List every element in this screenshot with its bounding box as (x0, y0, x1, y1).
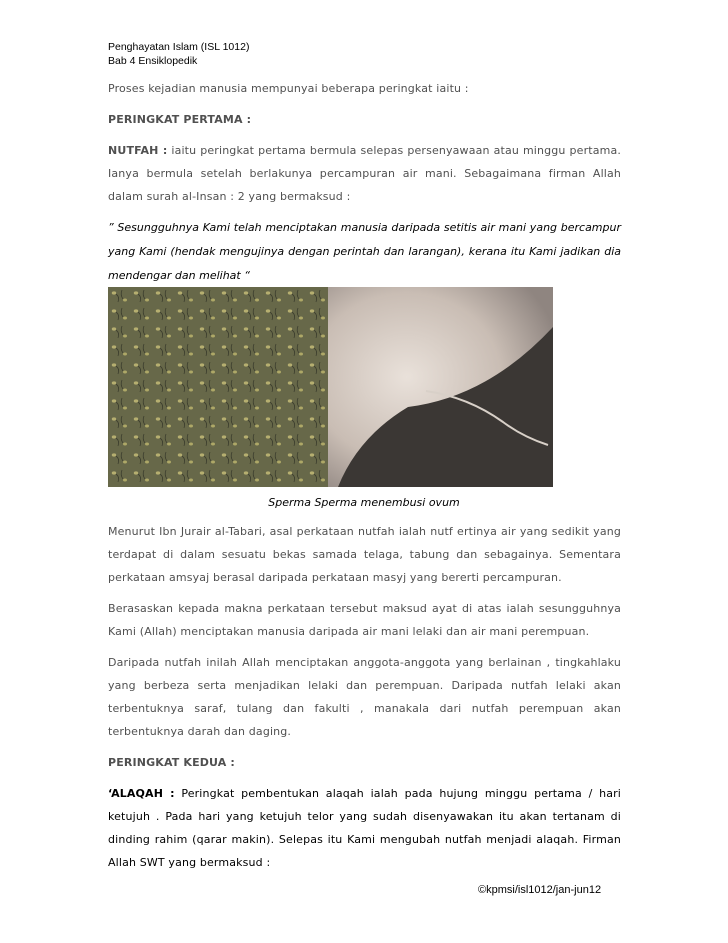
sperm-ovum-image (108, 287, 553, 487)
heading-peringkat-pertama: PERINGKAT PERTAMA : (108, 113, 252, 126)
nutfah-paragraph (108, 139, 621, 208)
para-makna: Berasaskan kepada makna perkataan tersebut maksud ayat di atas ialah sesungguhnya Kami (Allah) menciptakan manusia daripada air mani lelaki dan air mani perempuan. (108, 602, 621, 638)
document-body (108, 40, 621, 288)
heading-peringkat-kedua: PERINGKAT KEDUA : (108, 756, 235, 769)
nutfah-term: NUTFAH : (108, 144, 168, 157)
alaqah-text: Peringkat pembentukan alaqah ialah pada hujung minggu pertama / hari ketujuh . Pada hari yang ketujuh telor yang sudah disenyawakan itu akan tertanam di dinding rahim (qarar makin). Selepas itu Kami mengubah nutfah menjadi alaqah. Firman Allah SWT yang bermaksud : (108, 787, 622, 869)
quote-al-insan: ” Sesungguhnya Kami telah menciptakan manusia daripada setitis air mani yang bercampur yang Kami (hendak mengujinya dengan perintah dan larangan), kerana itu Kami jadikan dia mendengar dan melihat “ (108, 221, 621, 282)
figure-caption: Sperma Sperma menembusi ovum (268, 496, 460, 509)
intro-text: Proses kejadian manusia mempunyai beberapa peringkat iaitu : (108, 82, 469, 95)
alaqah-paragraph (108, 782, 621, 874)
header-chapter: Bab 4 Ensiklopedik (108, 55, 198, 67)
para-ibn-jurair: Menurut Ibn Jurair al-Tabari, asal perkataan nutfah ialah nutf ertinya air yang sedikit yang terdapat di dalam sesuatu bekas samada telaga, tabung dan sebagainya. Sementara perkataan amsyaj berasal daripada perkataan masyj yang bererti percampuran. (108, 525, 621, 584)
alaqah-term: ‘ALAQAH : (108, 787, 175, 800)
page-footer: ©kpmsi/isl1012/jan-jun12 (478, 884, 602, 896)
figure-sperm-ovum (108, 287, 553, 487)
document-body-continued (108, 520, 621, 874)
para-anggota: Daripada nutfah inilah Allah menciptakan anggota-anggota yang berlainan , tingkahlaku yang berbeza serta menjadikan lelaki dan perempuan. Daripada nutfah lelaki akan terbentuknya saraf, tulang dan fakulti , manakala dari nutfah perempuan akan terbentuknya darah dan daging. (108, 656, 621, 738)
nutfah-text: iaitu peringkat pertama bermula selepas persenyawaan atau minggu pertama. Ianya bermula setelah berlakunya percampuran air mani. Sebagaimana firman Allah dalam surah al-Insan : 2 yang bermaksud : (108, 144, 621, 203)
header-course: Penghayatan Islam (ISL 1012) (108, 41, 250, 53)
doc-header (108, 40, 621, 68)
